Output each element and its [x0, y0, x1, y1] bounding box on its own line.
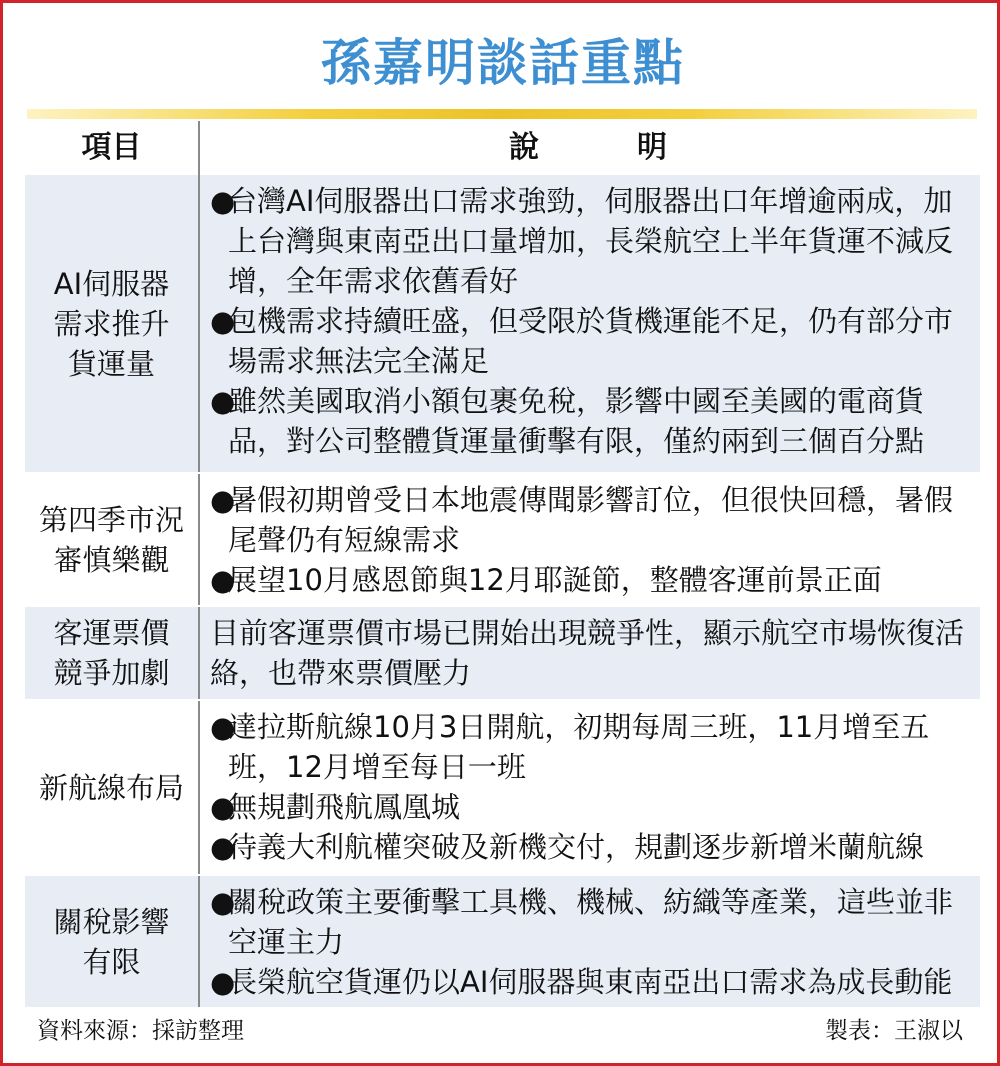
bullet-text: 關稅政策主要衝擊工具機、機械、紡織等產業，這些並非空運主力 — [228, 885, 954, 959]
header-item: 項目 — [25, 121, 200, 175]
source-note: 資料來源：採訪整理 — [37, 1018, 244, 1044]
bullet-item — [210, 480, 970, 560]
bullet-dot: ● — [210, 885, 236, 919]
row-item-label — [25, 701, 200, 874]
bullet-item — [210, 181, 970, 301]
table-row-ai-server — [25, 175, 980, 472]
row-item-label — [25, 175, 200, 472]
key-points-table — [25, 121, 980, 1007]
bullet-text: 雖然美國取消小額包裹免稅，影響中國至美國的電商貨品，對公司整體貨運量衝擊有限，僅約兩到三個百分點 — [228, 384, 925, 458]
bullet-dot: ● — [210, 304, 236, 338]
row-item-text: 新航線布局 — [38, 770, 184, 805]
bullet-dot: ● — [210, 483, 236, 517]
row-item-label — [25, 607, 200, 699]
row-description — [200, 474, 980, 605]
bullet-item — [210, 787, 970, 827]
bullet-item — [210, 381, 970, 461]
table-row-new-routes — [25, 699, 980, 874]
bullet-dot: ● — [210, 830, 236, 864]
row-item-label — [25, 876, 200, 1007]
bullet-item — [210, 560, 970, 600]
bullet-text: 長榮航空貨運仍以AI伺服器與東南亞出口需求為成長動能 — [228, 965, 953, 999]
bullet-item — [210, 301, 970, 381]
bullet-dot: ● — [210, 184, 236, 218]
bullet-dot: ● — [210, 563, 236, 597]
row-item-label — [25, 474, 200, 605]
title-divider — [27, 109, 977, 119]
table-row-q4-outlook — [25, 472, 980, 605]
page-title: 孫嘉明談話重點 — [321, 34, 685, 92]
bullet-text: 包機需求持續旺盛，但受限於貨機運能不足，仍有部分市場需求無法完全滿足 — [228, 304, 954, 378]
bullet-text: 暑假初期曾受日本地震傳聞影響訂位，但很快回穩，暑假尾聲仍有短線需求 — [228, 483, 954, 557]
bullet-text: 展望10月感恩節與12月耶誕節，整體客運前景正面 — [228, 563, 882, 597]
bullet-item — [210, 827, 970, 867]
row-item-text: 第四季市況 審慎樂觀 — [38, 502, 184, 577]
header-desc: 說 明 — [509, 130, 701, 165]
row-description — [200, 607, 980, 699]
bullet-text: 待義大利航權突破及新機交付，規劃逐步新增米蘭航線 — [228, 830, 925, 864]
row-item-text: AI伺服器 需求推升 貨運量 — [53, 266, 170, 381]
bullet-dot: ● — [210, 965, 236, 999]
maker-credit: 製表：王淑以 — [825, 1018, 963, 1044]
bullet-text: 達拉斯航線10月3日開航，初期每周三班，11月增至五班，12月增至每日一班 — [228, 710, 930, 784]
bullet-dot: ● — [210, 710, 236, 744]
bullet-item — [210, 882, 970, 962]
table-row-tariff-impact — [25, 874, 980, 1007]
bullet-text: 台灣AI伺服器出口需求強勁，伺服器出口年增逾兩成，加上台灣與東南亞出口量增加，長榮航空上半年貨運不減反增，全年需求依舊看好 — [228, 184, 954, 298]
bullet-text: 無規劃飛航鳳凰城 — [228, 790, 461, 824]
table-header-row — [25, 121, 980, 175]
row-description — [200, 701, 980, 874]
bullet-dot: ● — [210, 790, 236, 824]
row-item-text: 關稅影響 有限 — [53, 904, 170, 979]
bullet-dot: ● — [210, 384, 236, 418]
row-description — [200, 175, 980, 472]
bullet-item — [210, 962, 970, 1002]
table-row-fare-competition — [25, 605, 980, 699]
bullet-item — [210, 707, 970, 787]
description-text: 目前客運票價市場已開始出現競爭性，顯示航空市場恢復活絡，也帶來票價壓力 — [210, 616, 965, 690]
row-item-text: 客運票價 競爭加劇 — [53, 616, 170, 690]
row-description — [200, 876, 980, 1007]
